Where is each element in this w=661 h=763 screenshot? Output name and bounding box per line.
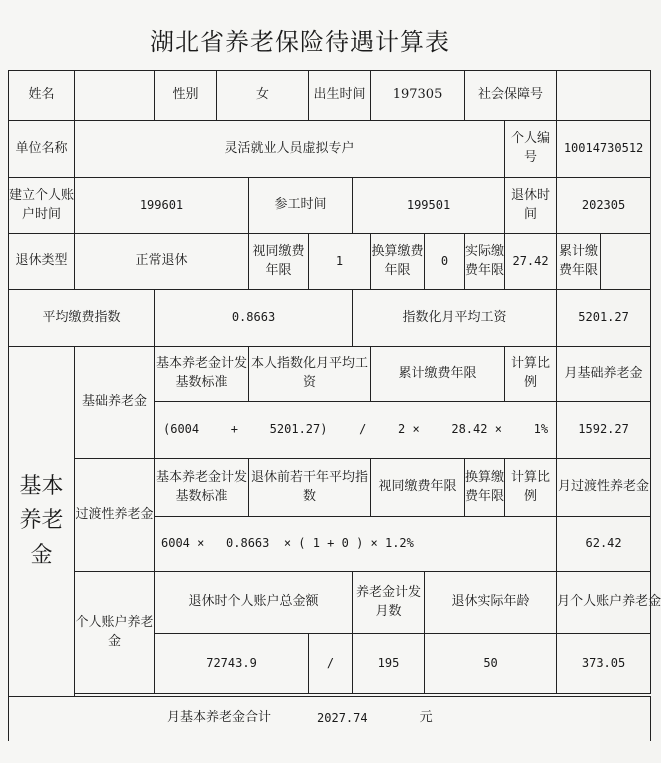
formula-two: 2 ×: [398, 422, 420, 437]
account-date-label: 建立个人账户时间: [9, 178, 75, 234]
unit-label: 单位名称: [9, 121, 75, 178]
basic-monthly-pension-header: 月基础养老金: [557, 347, 651, 402]
row-unit: [9, 121, 651, 178]
personal-id-value: 10014730512: [557, 121, 651, 178]
total-label: 月基本养老金合计: [167, 710, 272, 726]
basic-pension-formula: [155, 402, 557, 459]
sheet-title: 湖北省养老保险待遇计算表: [150, 28, 450, 56]
social-security-label: 社会保障号: [465, 71, 557, 121]
personal-id-label: 个人编号: [505, 121, 557, 178]
retire-date-value: 202305: [557, 178, 651, 234]
formula-wage: 5201.27): [269, 422, 328, 437]
formula-base: (6004: [163, 422, 200, 437]
gender-label: 性别: [155, 71, 217, 121]
formula-divide: /: [359, 422, 367, 437]
personal-payment-months-header: 养老金计发月数: [353, 572, 425, 634]
transition-converted-years-header: 换算缴费年限: [465, 459, 505, 517]
row-total: [9, 697, 651, 741]
indexed-wage-value: 5201.27: [557, 290, 651, 347]
row-average-index: [9, 290, 651, 347]
total-unit: 元: [419, 710, 433, 726]
personal-retire-age-header: 退休实际年龄: [425, 572, 557, 634]
work-start-value: 199501: [353, 178, 505, 234]
basic-base-standard-header: 基本养老金计发基数标准: [155, 347, 249, 402]
personal-total-amount-value: 72743.9: [155, 634, 309, 694]
indexed-wage-label: 指数化月平均工资: [353, 290, 557, 347]
row-dates: [9, 178, 651, 234]
birth-value: 197305: [371, 71, 465, 121]
transition-ratio-header: 计算比例: [505, 459, 557, 517]
name-label: 姓名: [9, 71, 75, 121]
personal-divide-sign: /: [309, 634, 353, 694]
work-start-label: 参工时间: [249, 178, 353, 234]
basic-pension-result: 1592.27: [557, 402, 651, 459]
retire-type-label: 退休类型: [9, 234, 75, 290]
avg-index-value: 0.8663: [155, 290, 353, 347]
personal-pension-result: 373.05: [557, 634, 651, 694]
section-basic-pension-label: 基本养老金: [9, 347, 75, 697]
actual-years-value: 27.42: [505, 234, 557, 290]
transition-pension-result: 62.42: [557, 517, 651, 572]
personal-total-amount-header: 退休时个人账户总金额: [155, 572, 353, 634]
personal-monthly-pension-header: 月个人账户养老金: [557, 572, 651, 634]
personal-payment-months-value: 195: [353, 634, 425, 694]
row-basic-pension-header: [9, 347, 651, 402]
formula-plus: +: [230, 422, 239, 437]
calculation-table: [8, 70, 661, 741]
transition-avg-index-header: 退休前若干年平均指数: [249, 459, 371, 517]
basic-indexed-wage-header: 本人指数化月平均工资: [249, 347, 371, 402]
basic-cumulative-years-header: 累计缴费年限: [371, 347, 505, 402]
name-value: [75, 71, 155, 121]
birth-label: 出生时间: [309, 71, 371, 121]
cumulative-years-value: [601, 234, 651, 290]
transition-base-standard-header: 基本养老金计发基数标准: [155, 459, 249, 517]
row-transition-header: [9, 459, 651, 517]
personal-pension-label: 个人账户养老金: [75, 572, 155, 694]
retire-date-label: 退休时间: [505, 178, 557, 234]
converted-years-value: 0: [425, 234, 465, 290]
basic-ratio-header: 计算比例: [505, 347, 557, 402]
transition-monthly-pension-header: 月过渡性养老金: [557, 459, 651, 517]
retire-type-value: 正常退休: [75, 234, 249, 290]
transition-pension-formula: 6004 × 0.8663 × ( 1 + 0 ) × 1.2%: [155, 517, 557, 572]
converted-years-label: 换算缴费年限: [371, 234, 425, 290]
row-personal-header: [9, 572, 651, 634]
formula-years: 28.42 ×: [451, 422, 502, 437]
gender-value: 女: [217, 71, 309, 121]
total-cell: [9, 697, 651, 741]
account-date-value: 199601: [75, 178, 249, 234]
personal-retire-age-value: 50: [425, 634, 557, 694]
formula-ratio: 1%: [533, 422, 549, 437]
row-basic-info: [9, 71, 651, 121]
basic-pension-label: 基础养老金: [75, 347, 155, 459]
deemed-years-label: 视同缴费年限: [249, 234, 309, 290]
social-security-value: [557, 71, 651, 121]
deemed-years-value: 1: [309, 234, 371, 290]
transition-pension-label: 过渡性养老金: [75, 459, 155, 572]
cumulative-years-label: 累计缴费年限: [557, 234, 601, 290]
avg-index-label: 平均缴费指数: [9, 290, 155, 347]
total-value: 2027.74: [317, 711, 368, 726]
actual-years-label: 实际缴费年限: [465, 234, 505, 290]
transition-deemed-years-header: 视同缴费年限: [371, 459, 465, 517]
row-retire-type: [9, 234, 651, 290]
unit-value: 灵活就业人员虚拟专户: [75, 121, 505, 178]
